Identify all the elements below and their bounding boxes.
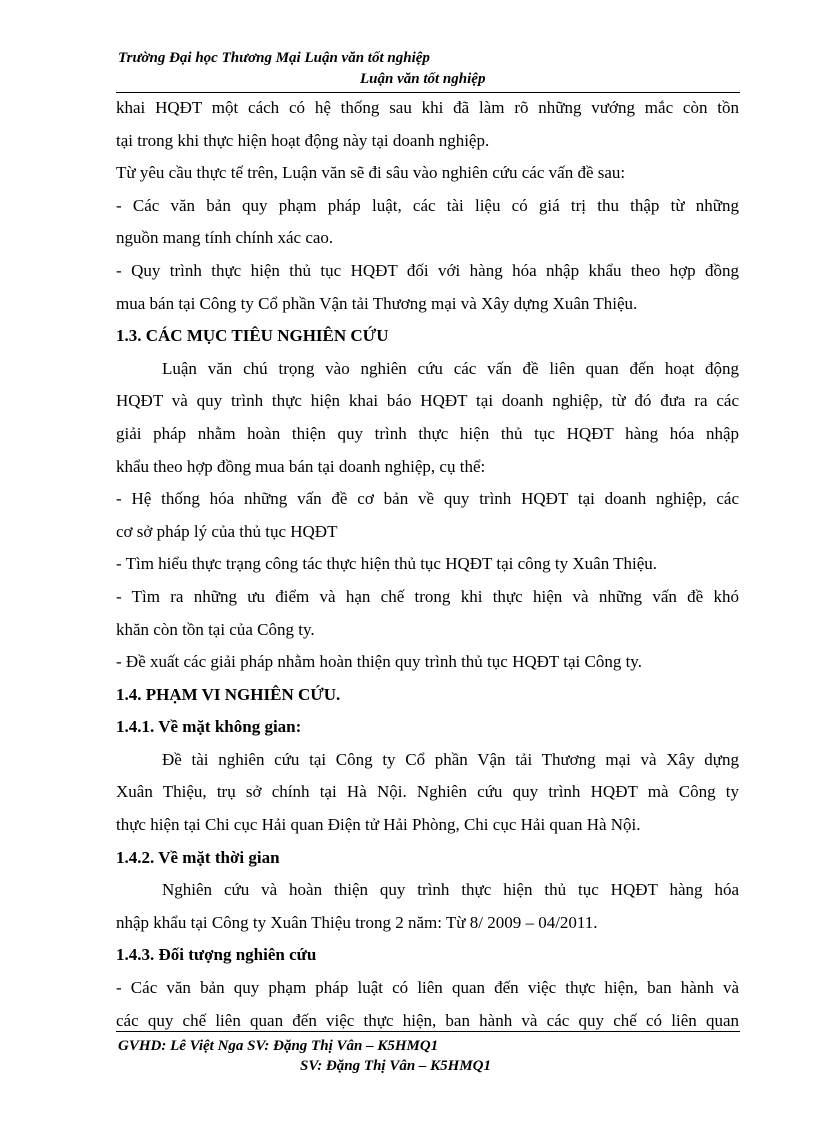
- bullet-line: - Các văn bản quy phạm pháp luật, các tài liệu có giá trị thu thập từ những: [116, 195, 739, 215]
- bullet-line: - Tìm ra những ưu điểm và hạn chế trong khi thực hiện và những vấn đề khó: [116, 586, 739, 606]
- subsection-heading-1-4-3: 1.4.3. Đối tượng nghiên cứu: [116, 945, 317, 965]
- document-body: [116, 92, 739, 1037]
- section-heading-1-4: 1.4. PHẠM VI NGHIÊN CỨU.: [116, 684, 341, 704]
- bullet-line: - Tìm hiểu thực trạng công tác thực hiện thủ tục HQĐT tại công ty Xuân Thiệu.: [116, 554, 658, 574]
- page-header: [118, 48, 738, 90]
- bullet-line: cơ sở pháp lý của thủ tục HQĐT: [116, 521, 338, 541]
- page-footer: [118, 1036, 738, 1076]
- section-heading-1-3: 1.3. CÁC MỤC TIÊU NGHIÊN CỨU: [116, 326, 389, 346]
- paragraph-line: Từ yêu cầu thực tế trên, Luận văn sẽ đi sâu vào nghiên cứu các vấn đề sau:: [116, 163, 626, 183]
- bullet-line: mua bán tại Công ty Cổ phần Vận tải Thương mại và Xây dựng Xuân Thiệu.: [116, 293, 638, 313]
- paragraph-line: khẩu theo hợp đồng mua bán tại doanh nghiệp, cụ thể:: [116, 456, 486, 476]
- paragraph-line: Xuân Thiệu, trụ sở chính tại Hà Nội. Nghiên cứu quy trình HQĐT mà Công ty: [116, 782, 739, 802]
- bullet-line: - Quy trình thực hiện thủ tục HQĐT đối với hàng hóa nhập khẩu theo hợp đồng: [116, 260, 739, 280]
- bullet-line: - Đề xuất các giải pháp nhằm hoàn thiện quy trình thủ tục HQĐT tại Công ty.: [116, 652, 642, 672]
- paragraph-line: nhập khẩu tại Công ty Xuân Thiệu trong 2 năm: Từ 8/ 2009 – 04/2011.: [116, 912, 598, 932]
- paragraph-line: Đề tài nghiên cứu tại Công ty Cổ phần Vận tải Thương mại và Xây dựng: [162, 749, 739, 769]
- footer-line-2: SV: Đặng Thị Vân – K5HMQ1: [300, 1058, 492, 1074]
- subsection-heading-1-4-2: 1.4.2. Về mặt thời gian: [116, 847, 280, 867]
- header-line-1: Trường Đại học Thương Mại Luận văn tốt nghiệp: [118, 50, 430, 66]
- paragraph-line: HQĐT và quy trình thực hiện khai báo HQĐT tại doanh nghiệp, từ đó đưa ra các: [116, 391, 739, 411]
- paragraph-line: giải pháp nhằm hoàn thiện quy trình thực hiện thủ tục HQĐT hàng hóa nhập: [116, 423, 739, 443]
- paragraph-line: khai HQĐT một cách có hệ thống sau khi đã làm rõ những vướng mắc còn tồn: [116, 98, 739, 117]
- bullet-line: nguồn mang tính chính xác cao.: [116, 228, 334, 248]
- paragraph-line: tại trong khi thực hiện hoạt động này tại doanh nghiệp.: [116, 130, 490, 150]
- bullet-line: các quy chế liên quan đến việc thực hiện, ban hành và các quy chế có liên quan: [116, 1010, 739, 1030]
- paragraph-line: thực hiện tại Chi cục Hải quan Điện tử Hải Phòng, Chi cục Hải quan Hà Nội.: [116, 815, 641, 835]
- footer-divider: [116, 1031, 740, 1032]
- bullet-line: - Hệ thống hóa những vấn đề cơ bản về quy trình HQĐT tại doanh nghiệp, các: [116, 489, 739, 509]
- footer-line-1: GVHD: Lê Việt Nga SV: Đặng Thị Vân – K5HMQ1: [118, 1038, 439, 1054]
- bullet-line: - Các văn bản quy phạm pháp luật có liên quan đến việc thực hiện, ban hành và: [116, 978, 739, 998]
- subsection-heading-1-4-1: 1.4.1. Về mặt không gian:: [116, 717, 302, 737]
- header-line-2: Luận văn tốt nghiệp: [360, 71, 486, 87]
- paragraph-line: Luận văn chú trọng vào nghiên cứu các vấn đề liên quan đến hoạt động: [162, 358, 739, 378]
- bullet-line: khăn còn tồn tại của Công ty.: [116, 619, 315, 639]
- paragraph-line: Nghiên cứu và hoàn thiện quy trình thực hiện thủ tục HQĐT hàng hóa: [162, 880, 739, 900]
